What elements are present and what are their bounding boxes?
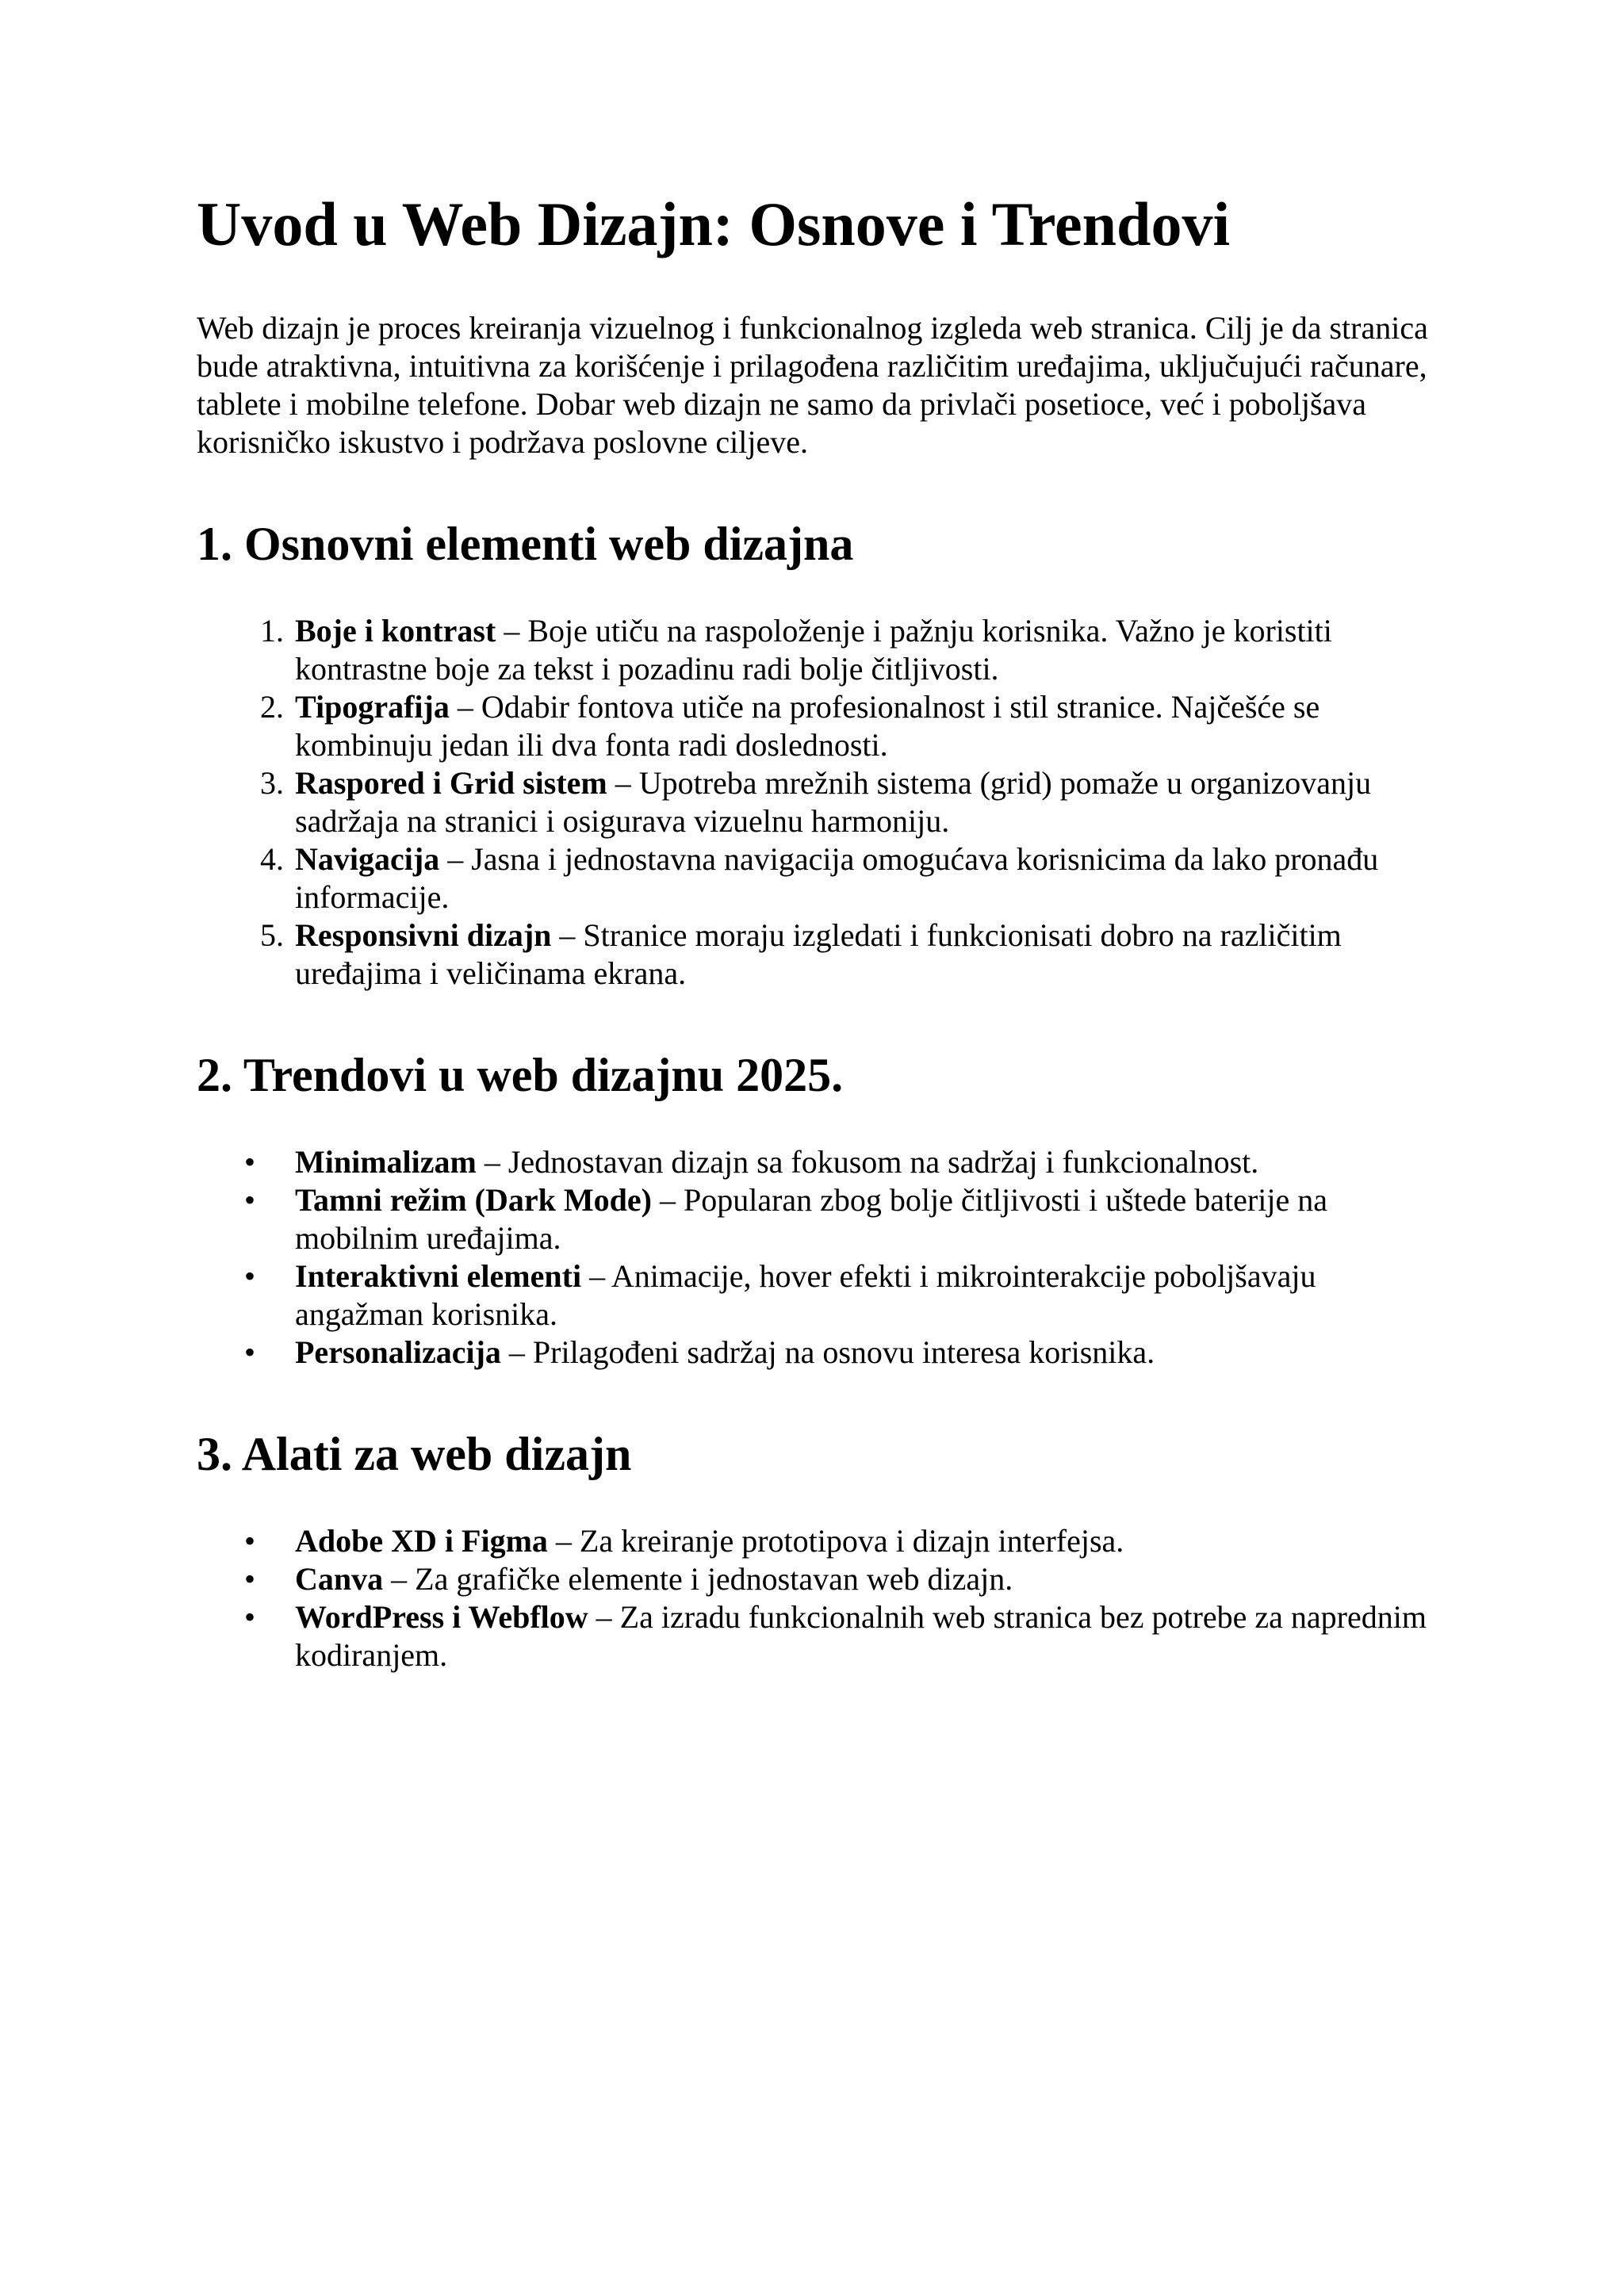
- item-text: – Popularan zbog bolje čitljivosti i uštede baterije na mobilnim uređajima.: [295, 1182, 1327, 1256]
- page-title: Uvod u Web Dizajn: Osnove i Trendovi: [197, 189, 1231, 258]
- item-text: – Upotreba mrežnih sistema (grid) pomaže u organizovanju sadržaja na stranici i osigurava vizuelnu harmoniju.: [295, 765, 1372, 839]
- item-term: WordPress i Webflow: [295, 1599, 588, 1635]
- list-item: [197, 1181, 1434, 1257]
- item-text: – Za kreiranje prototipova i dizajn interfejsa.: [547, 1523, 1124, 1559]
- list-item: [197, 1598, 1434, 1674]
- list-marker: 1.: [260, 613, 284, 649]
- bullet-icon: •: [244, 1258, 256, 1294]
- list-item: [197, 688, 1434, 764]
- basics-list: [197, 612, 1434, 993]
- trends-list: [197, 1143, 1434, 1372]
- item-term: Responsivni dizajn: [295, 917, 552, 953]
- section-heading-basics: 1. Osnovni elementi web dizajna: [197, 518, 854, 570]
- item-text: – Jasna i jednostavna navigacija omogućava korisnicima da lako pronađu informacije.: [295, 841, 1379, 915]
- item-text: – Za izradu funkcionalnih web stranica bez potrebe za naprednim kodiranjem.: [295, 1599, 1427, 1673]
- list-item: [197, 840, 1434, 916]
- item-text: – Stranice moraju izgledati i funkcionisati dobro na različitim uređajima i veličinama ekrana.: [295, 917, 1342, 991]
- list-item: [197, 612, 1434, 688]
- item-term: Navigacija: [295, 841, 440, 877]
- list-item: [197, 764, 1434, 840]
- item-term: Adobe XD i Figma: [295, 1523, 548, 1559]
- list-marker: 4.: [260, 841, 284, 877]
- list-item: [197, 1560, 1434, 1598]
- item-text: – Za grafičke elemente i jednostavan web dizajn.: [383, 1561, 1013, 1597]
- item-text: – Animacije, hover efekti i mikrointerakcije poboljšavaju angažman korisnika.: [295, 1258, 1316, 1332]
- list-marker: 3.: [260, 765, 284, 801]
- list-item: [197, 1143, 1434, 1181]
- item-term: Tipografija: [295, 689, 450, 725]
- bullet-icon: •: [244, 1182, 256, 1218]
- list-item: [197, 1257, 1434, 1334]
- item-term: Personalizacija: [295, 1334, 501, 1370]
- tools-list: [197, 1522, 1434, 1674]
- item-term: Interaktivni elementi: [295, 1258, 582, 1294]
- list-item: [197, 1522, 1434, 1560]
- item-term: Canva: [295, 1561, 384, 1597]
- list-marker: 2.: [260, 689, 284, 725]
- bullet-icon: •: [244, 1599, 256, 1635]
- bullet-icon: •: [244, 1334, 256, 1370]
- item-term: Tamni režim (Dark Mode): [295, 1182, 652, 1218]
- list-item: [197, 916, 1434, 993]
- item-text: – Jednostavan dizajn sa fokusom na sadržaj i funkcionalnost.: [476, 1144, 1259, 1180]
- item-term: Minimalizam: [295, 1144, 477, 1180]
- item-text: – Boje utiču na raspoloženje i pažnju korisnika. Važno je koristiti kontrastne boje za tekst i pozadinu radi bolje čitljivosti.: [295, 613, 1332, 687]
- bullet-icon: •: [244, 1561, 256, 1597]
- item-text: – Odabir fontova utiče na profesionalnost i stil stranice. Najčešće se kombinuju jedan ili dva fonta radi doslednosti.: [295, 689, 1320, 763]
- list-marker: 5.: [260, 917, 284, 953]
- bullet-icon: •: [244, 1144, 256, 1180]
- section-heading-trends: 2. Trendovi u web dizajnu 2025.: [197, 1049, 844, 1101]
- item-term: Boje i kontrast: [295, 613, 496, 649]
- list-item: [197, 1334, 1434, 1372]
- intro-paragraph: Web dizajn je proces kreiranja vizuelnog i funkcionalnog izgleda web stranica. Cilj je da stranica bude atraktivna, intuitivna za korišćenje i prilagođena različitim uređajima, uključujući računare, tablete i mobilne telefone. Dobar web dizajn ne samo da privlači posetioce, već i poboljšava korisničko iskustvo i podržava poslovne ciljeve.: [197, 310, 1428, 460]
- document-content: [197, 189, 1434, 1728]
- bullet-icon: •: [244, 1523, 256, 1559]
- item-text: – Prilagođeni sadržaj na osnovu interesa korisnika.: [500, 1334, 1155, 1370]
- section-heading-tools: 3. Alati za web dizajn: [197, 1428, 632, 1480]
- item-term: Raspored i Grid sistem: [295, 765, 607, 801]
